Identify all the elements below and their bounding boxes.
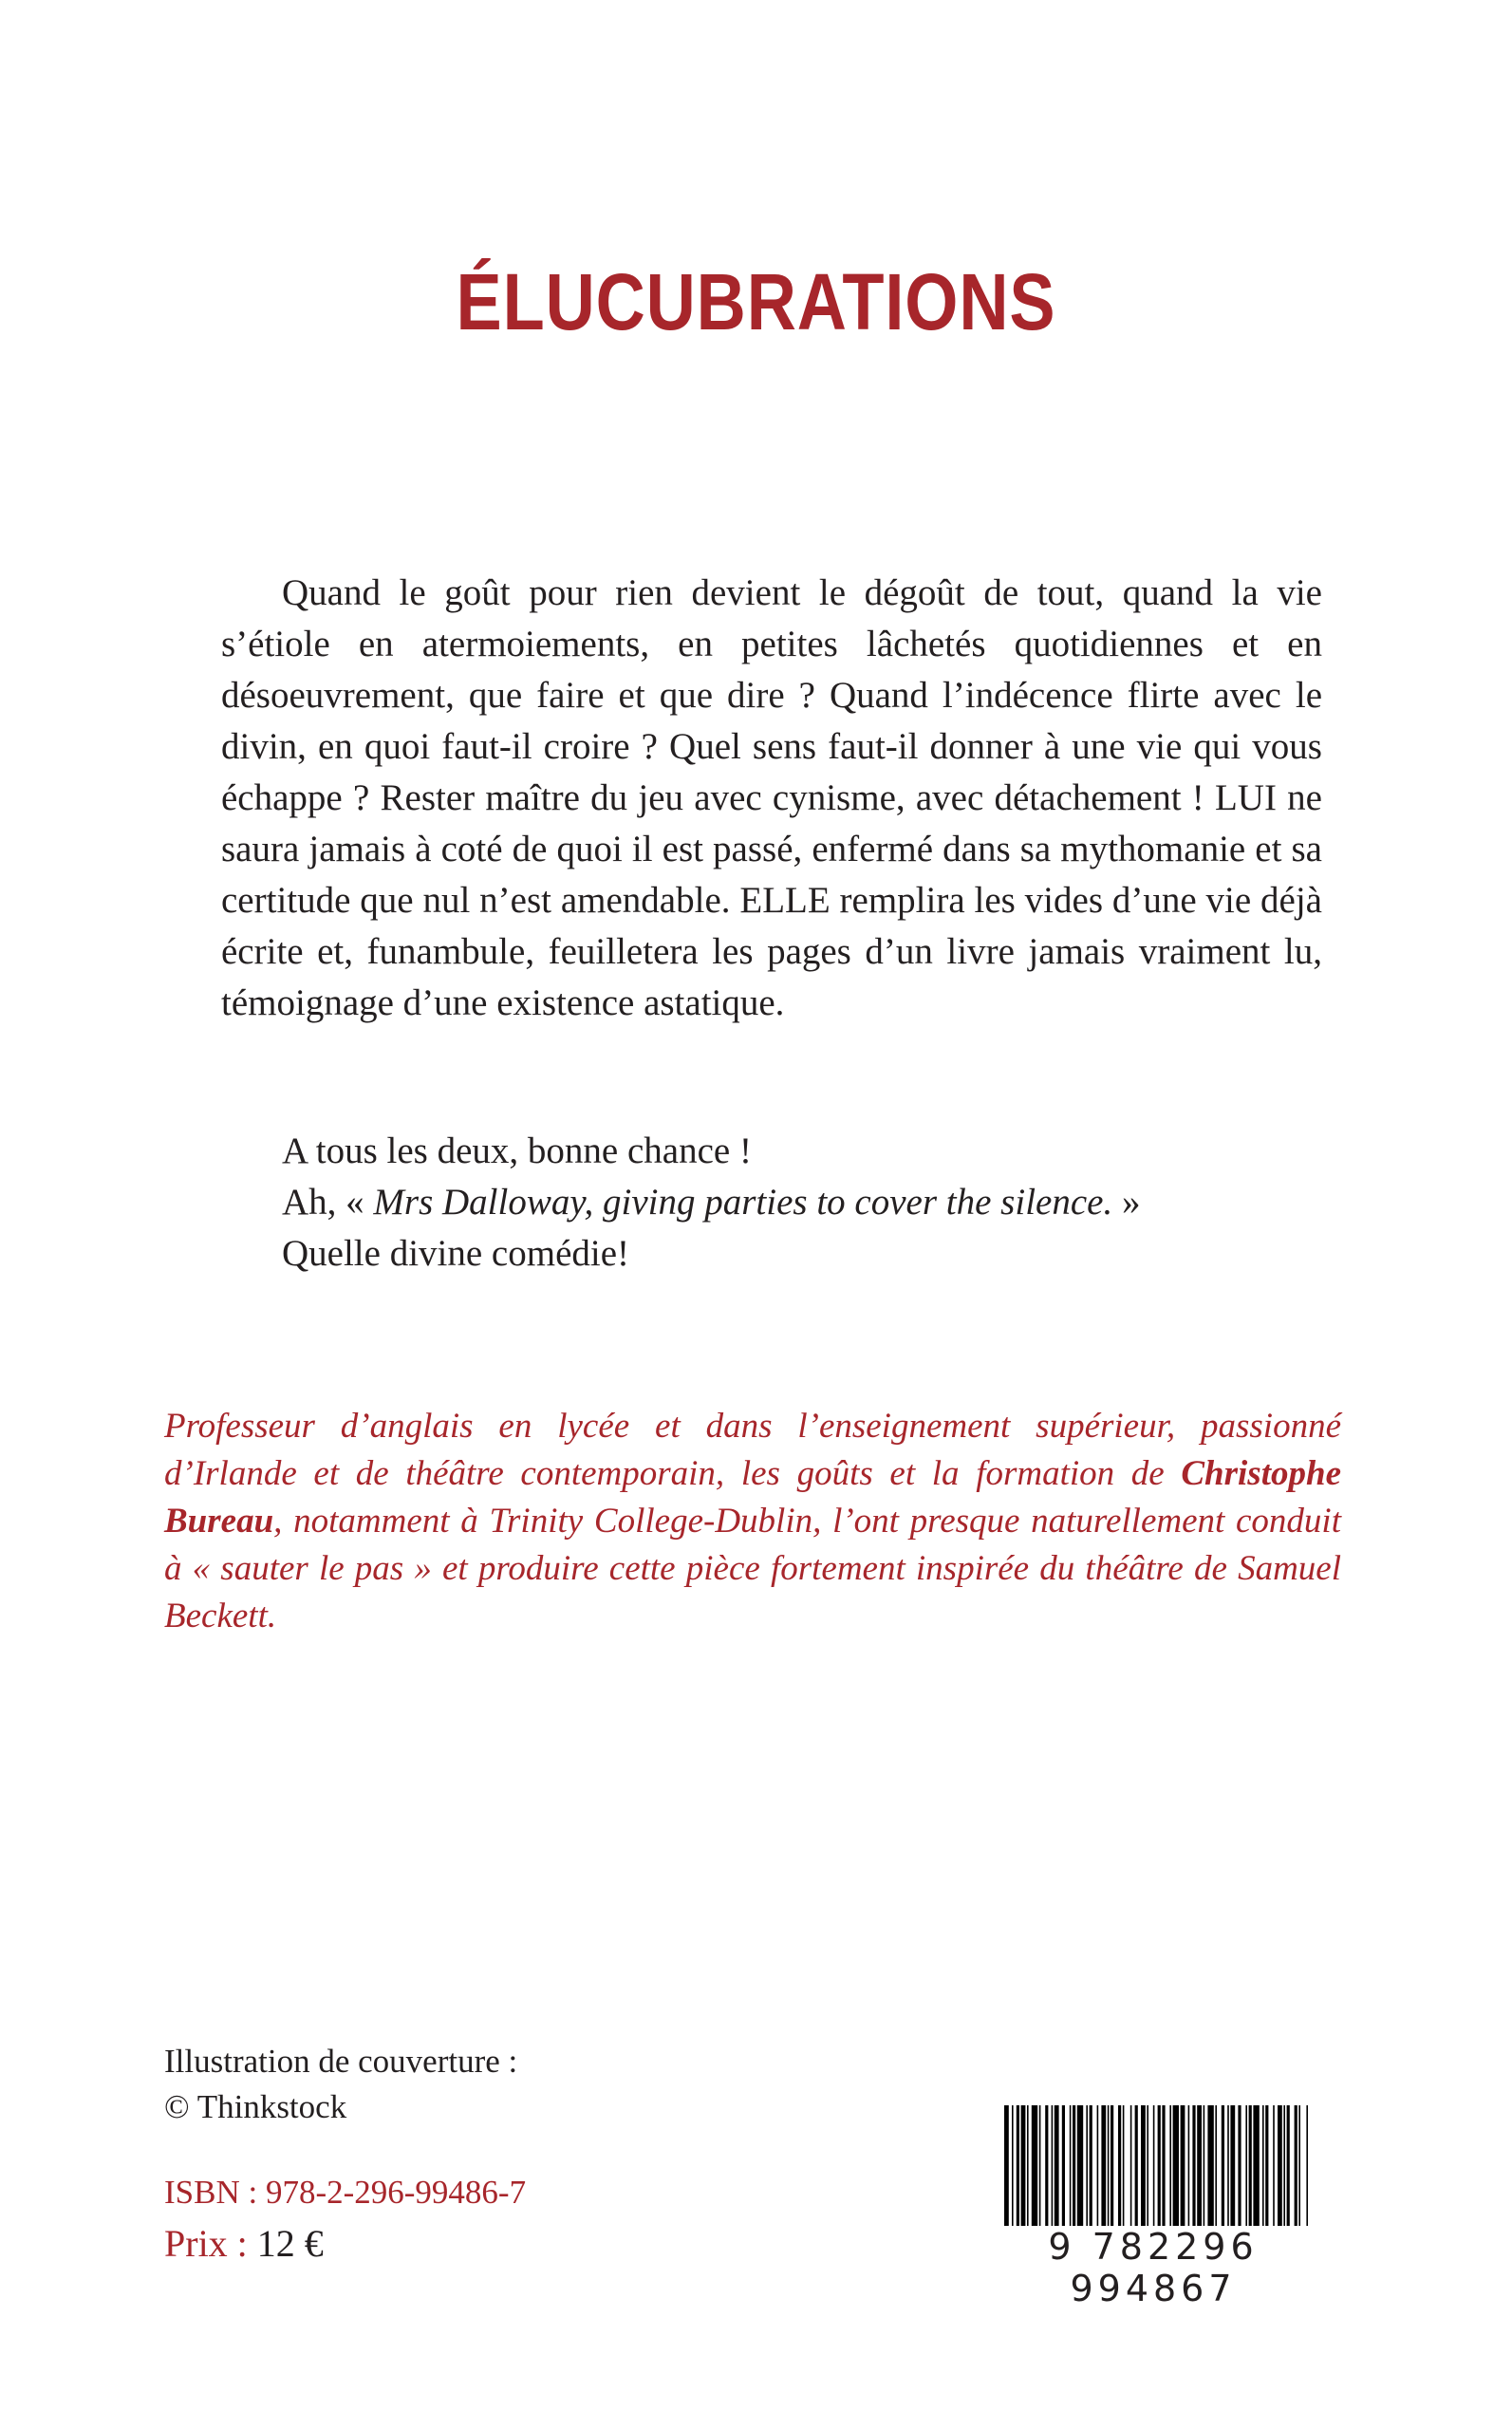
price-label: Prix : [164, 2222, 248, 2265]
author-bio [164, 1403, 1341, 1640]
quote-open: Ah, « [282, 1182, 374, 1223]
closing-line-1: A tous les deux, bonne chance ! [282, 1130, 752, 1171]
book-title: ÉLUCUBRATIONS [456, 257, 1056, 346]
bio-text-after: , notamment à Trinity College-Dublin, l’ont presque naturellement conduit à « sauter le pas » et produire cette pièce fortement inspirée du théâtre de Samuel Beckett. [164, 1502, 1341, 1635]
bio-text-before: Professeur d’anglais en lycée et dans l’enseignement supérieur, passionné d’Irlande et de théâtre contemporain, les goûts et la formation de [164, 1407, 1341, 1493]
price [164, 2221, 324, 2266]
closing-line-3: Quelle divine comédie! [282, 1233, 630, 1274]
quote-close: » [1112, 1182, 1141, 1223]
author-name: Christophe Bureau [164, 1454, 1341, 1541]
blurb [221, 568, 1322, 1029]
credit-label: Illustration de couverture : [164, 2043, 518, 2080]
credit-source: © Thinkstock [164, 2088, 347, 2125]
closing-lines [221, 1126, 1322, 1280]
barcode-digits: 9 782296 994867 [987, 2226, 1319, 2309]
illustration-credit [164, 2039, 517, 2130]
closing-line-2 [221, 1177, 1322, 1228]
quote-text: Mrs Dalloway, giving parties to cover the silence. [373, 1182, 1113, 1223]
price-value: 12 € [256, 2222, 324, 2265]
blurb-paragraph: Quand le goût pour rien devient le dégoût de tout, quand la vie s’étiole en atermoiements, en petites lâchetés quotidiennes et en désoeuvrement, que faire et que dire ? Quand l’indécence flirte avec le divin, en quoi faut-il croire ? Quel sens faut-il donner à une vie qui vous échappe ? Rester maître du jeu avec cynisme, avec détachement ! LUI ne saura jamais à coté de quoi il est passé, enfermé dans sa mythomanie et sa certitude que nul n’est amendable. ELLE remplira les vides d’une vie déjà écrite et, funambule, feuilletera les pages d’un livre jamais vraiment lu, témoignage d’une existence astatique. [221, 572, 1322, 1023]
isbn: ISBN : 978-2-296-99486-7 [164, 2174, 527, 2211]
